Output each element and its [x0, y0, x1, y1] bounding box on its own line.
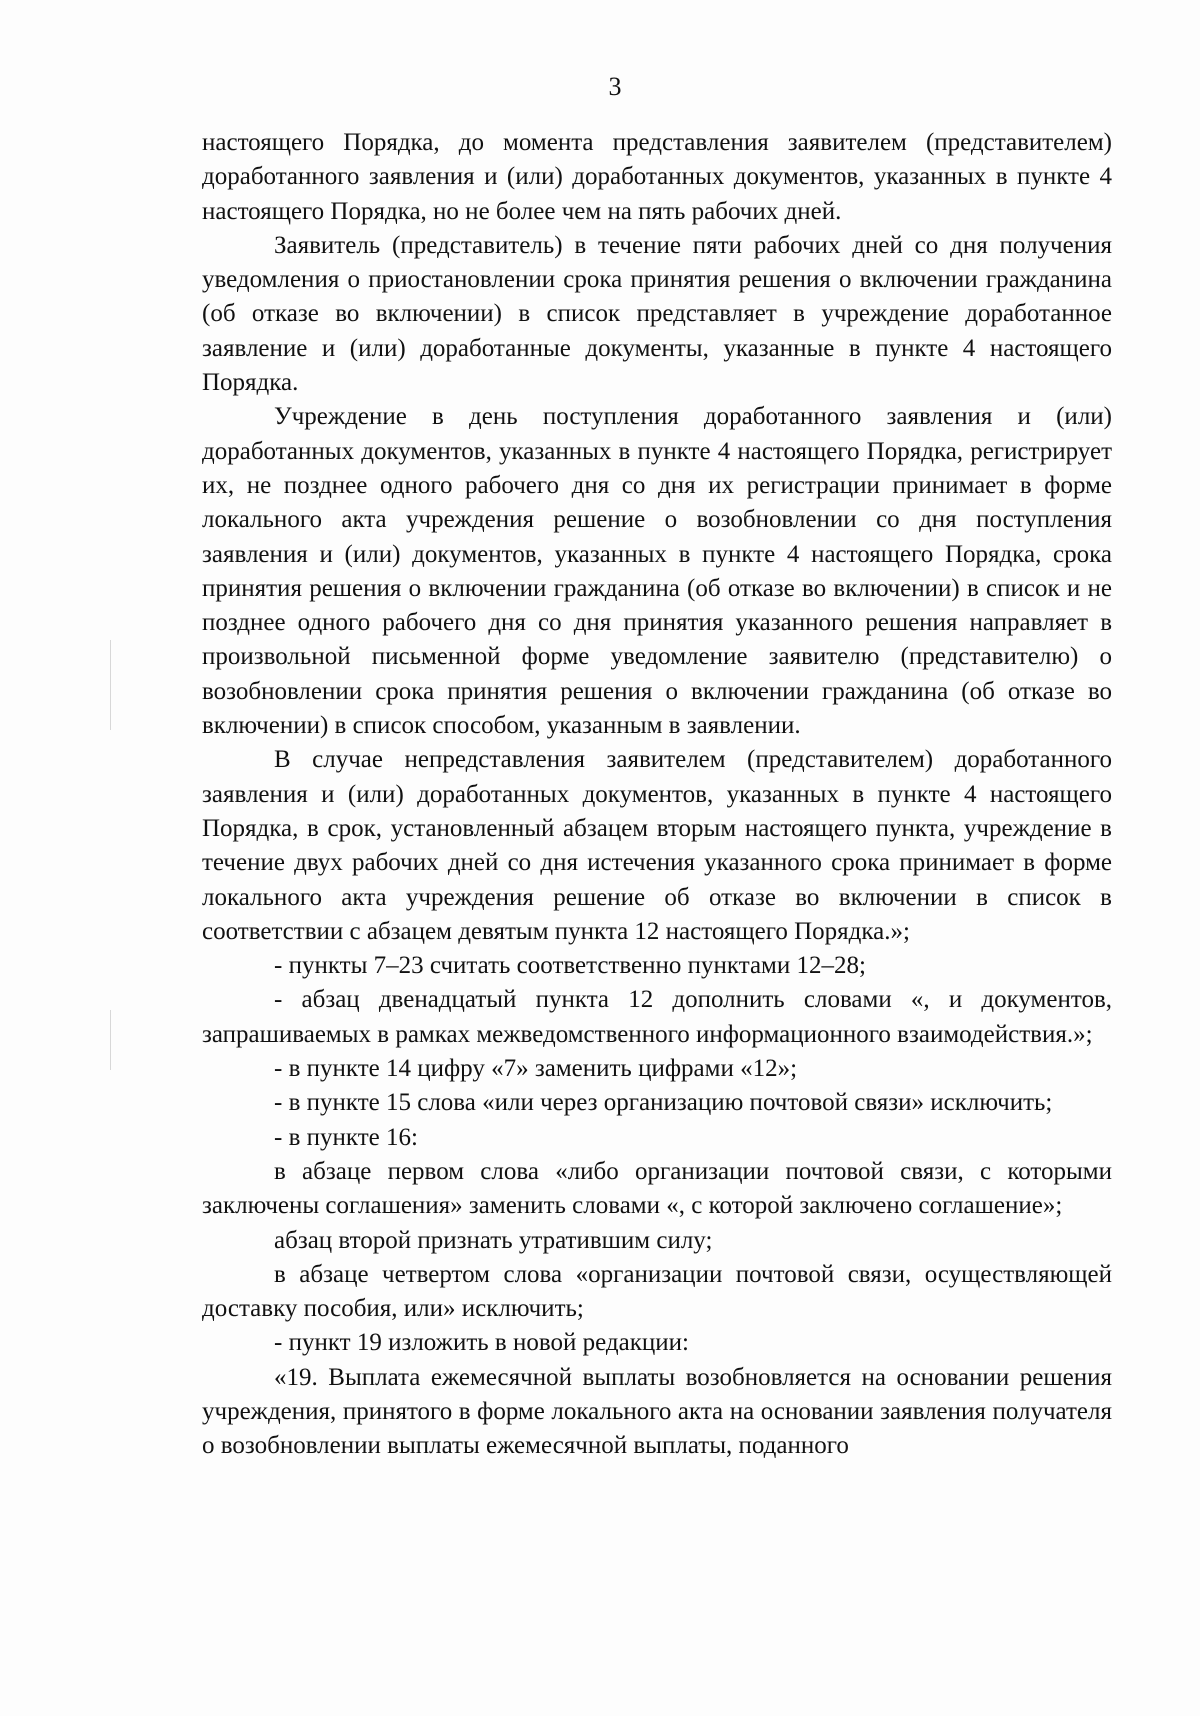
- paragraph-item-19-heading: - пункт 19 изложить в новой редакции:: [274, 1329, 689, 1357]
- scan-margin-mark: [110, 640, 111, 730]
- paragraph-item-19-text: «19. Выплата ежемесячной выплаты возобновляется на основании решения учреждения, принятого в форме локального акта на основании заявления получателя о возобновлении выплаты ежемесячной выплаты, поданного: [202, 1363, 1112, 1460]
- paragraph-item-16-fourth: в абзаце четвертом слова «организации почтовой связи, осуществляющей доставку пособия, или» исключить;: [202, 1260, 1112, 1323]
- paragraph-item-16-first: в абзаце первом слова «либо организации почтовой связи, с которыми заключены соглашения» заменить словами «, с которой заключено соглашение»;: [202, 1157, 1112, 1220]
- paragraph-item-15-change: - в пункте 15 слова «или через организацию почтовой связи» исключить;: [274, 1089, 1053, 1117]
- paragraph-renumber-items: - пункты 7–23 считать соответственно пунктами 12–28;: [274, 952, 866, 980]
- paragraph-item-14-change: - в пункте 14 цифру «7» заменить цифрами «12»;: [274, 1055, 798, 1083]
- paragraph-item-12-addition: - абзац двенадцатый пункта 12 дополнить словами «, и документов, запрашиваемых в рамках межведомственного информационного взаимодействия.»;: [202, 986, 1112, 1048]
- document-body: [202, 126, 1112, 1464]
- paragraph-institution-registration: Учреждение в день поступления доработанного заявления и (или) доработанных документов, указанных в пункте 4 настоящего Порядка, регистрирует их, не позднее одного рабочего дня со дня их регистрации принимает в форме локального акта учреждения решение о возобновлении со дня поступления заявления и (или) документов, указанных в пункте 4 настоящего Порядка, срока принятия решения о включении гражданина (об отказе во включении) в список и не позднее одного рабочего дня со дня принятия указанного решения направляет в произвольной письменной форме уведомление заявителю (представителю) о возобновлении срока принятия решения о включении гражданина (об отказе во включении) в список способом, указанным в заявлении.: [202, 403, 1112, 740]
- paragraph-non-submission: В случае непредставления заявителем (представителем) доработанного заявления и (или) доработанных документов, указанных в пункте 4 настоящего Порядка, в срок, установленный абзацем вторым настоящего пункта, учреждение в течение двух рабочих дней со дня истечения указанного срока принимает в форме локального акта учреждения решение об отказе во включении в список в соответствии с абзацем девятым пункта 12 настоящего Порядка.»;: [202, 746, 1112, 945]
- paragraph-continuation: настоящего Порядка, до момента представления заявителем (представителем) доработанного заявления и (или) доработанных документов, указанных в пункте 4 настоящего Порядка, но не более чем на пять рабочих дней.: [202, 129, 1112, 225]
- scan-margin-mark: [110, 1010, 111, 1070]
- paragraph-item-16-second: абзац второй признать утратившим силу;: [274, 1226, 713, 1254]
- paragraph-item-16-heading: - в пункте 16:: [274, 1123, 418, 1151]
- page-number: 3: [608, 72, 622, 101]
- paragraph-applicant-deadline: Заявитель (представитель) в течение пяти рабочих дней со дня получения уведомления о приостановлении срока принятия решения о включении гражданина (об отказе во включении) в список представляет в учреждение доработанное заявление и (или) доработанные документы, указанные в пункте 4 настоящего Порядка.: [202, 231, 1112, 397]
